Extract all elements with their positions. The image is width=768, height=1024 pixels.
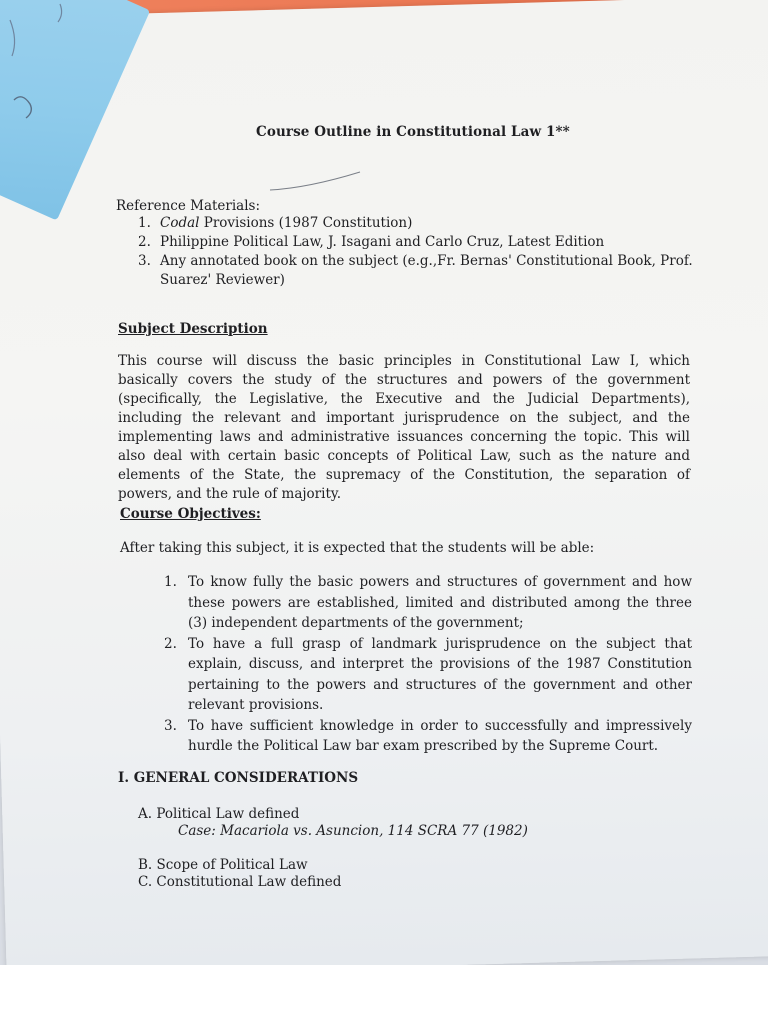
reference-materials-label: Reference Materials: <box>116 198 261 214</box>
reference-list <box>138 214 698 290</box>
list-number: 2. <box>138 234 151 250</box>
list-text: Any annotated book on the subject (e.g.,Fr. Bernas' Constitutional Book, Prof. Suarez' Reviewer) <box>160 253 693 288</box>
subject-description-heading: Subject Description <box>118 321 268 337</box>
list-item <box>164 716 692 757</box>
subject-description-body: This course will discuss the basic principles in Constitutional Law I, which basically covers the study of the structures and powers of the government (specifically, the Legislative, the Executive and the Judicial Departments), including the relevant and important jurisprudence on the subject, and the implementing laws and administrative issuances concerning the topic. This will also deal with certain basic concepts of Political Law, such as the nature and elements of the State, the supremacy of the Constitution, the separation of powers, and the rule of majority. <box>118 353 690 502</box>
objectives-intro: After taking this subject, it is expected that the students will be able: <box>120 540 595 556</box>
list-text <box>160 214 412 233</box>
general-considerations-heading: I. GENERAL CONSIDERATIONS <box>118 770 359 786</box>
page-title: Course Outline in Constitutional Law 1** <box>256 124 570 140</box>
list-text: To know fully the basic powers and structures of government and how these powers are established, limited and distributed among the three (3) independent departments of the government; <box>188 574 692 631</box>
list-item <box>138 252 698 290</box>
objectives-list <box>164 572 692 757</box>
list-item <box>164 572 692 634</box>
topic-b: B. Scope of Political Law <box>138 857 308 873</box>
pen-stroke-icon <box>268 168 368 198</box>
list-text: Philippine Political Law, J. Isagani and Carlo Cruz, Latest Edition <box>160 234 605 250</box>
list-text: To have a full grasp of landmark jurisprudence on the subject that explain, discuss, and interpret the provisions of the 1987 Constitution pertaining to the powers and structures of the government and other relevant provisions. <box>188 635 692 713</box>
list-item <box>138 233 698 252</box>
list-text: To have sufficient knowledge in order to successfully and impressively hurdle the Political Law bar exam prescribed by the Supreme Court. <box>188 717 692 754</box>
plain-text: Provisions (1987 Constitution) <box>199 215 413 231</box>
topic-c: C. Constitutional Law defined <box>138 874 342 890</box>
list-number: 3. <box>138 253 151 269</box>
list-number: 1. <box>164 574 177 590</box>
course-objectives-heading: Course Objectives: <box>120 506 261 522</box>
list-number: 2. <box>164 635 177 652</box>
list-number: 3. <box>164 717 177 734</box>
list-item <box>138 214 698 233</box>
list-number: 1. <box>138 215 151 231</box>
italic-text: Codal <box>160 215 200 231</box>
list-item <box>164 634 692 716</box>
case-citation: Case: Macariola vs. Asuncion, 114 SCRA 77 (1982) <box>178 823 528 839</box>
topic-a: A. Political Law defined <box>138 806 300 822</box>
